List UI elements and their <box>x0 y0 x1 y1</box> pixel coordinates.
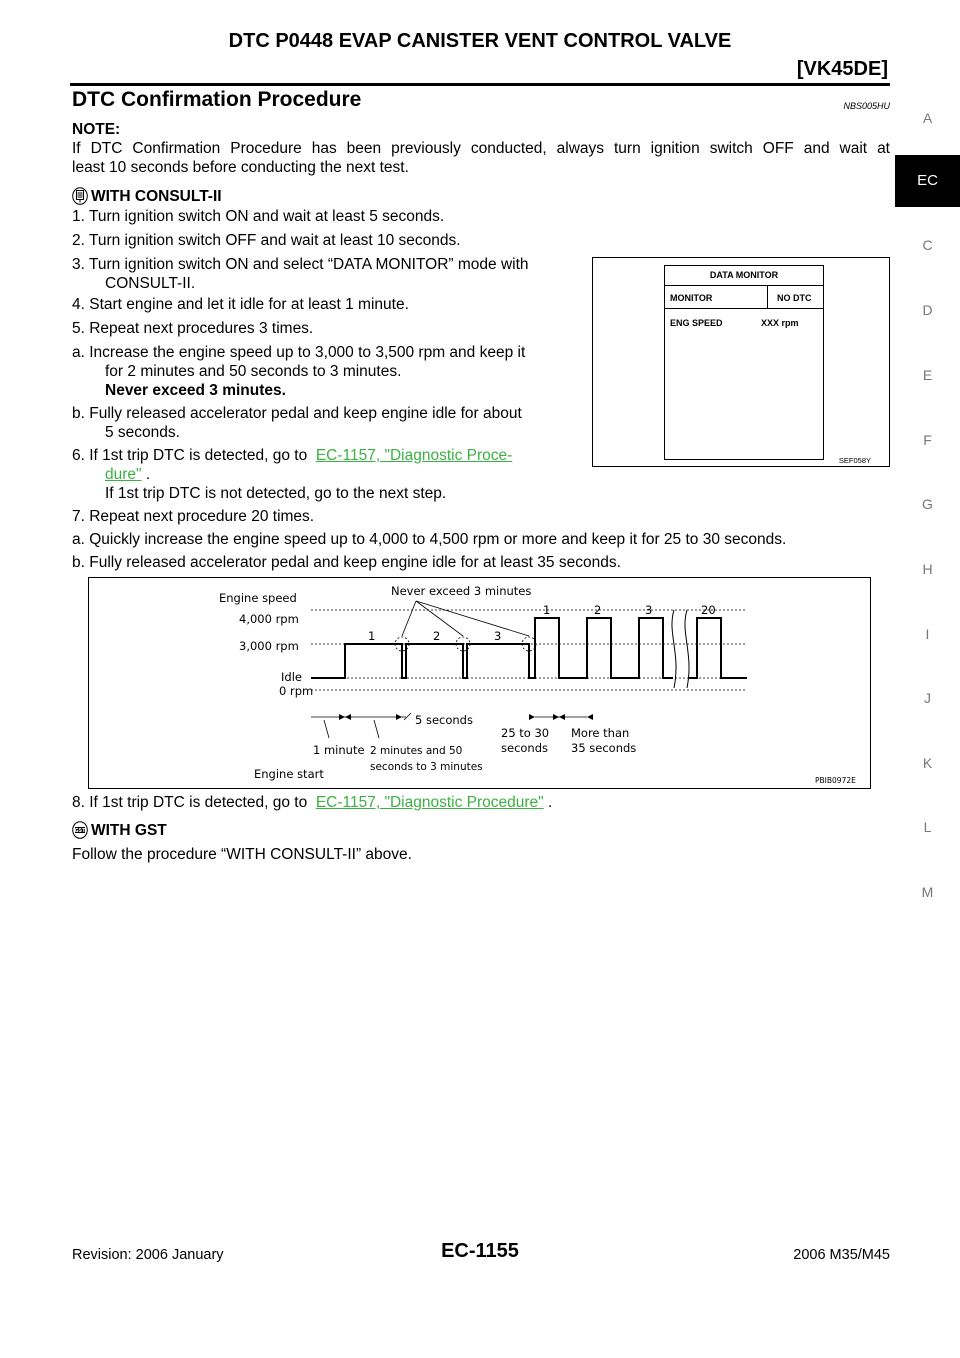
gst-text: Follow the procedure “WITH CONSULT-II” above. <box>72 846 412 863</box>
side-tab-c[interactable]: C <box>922 237 933 253</box>
hold-time-label-2: seconds to 3 minutes <box>370 761 483 773</box>
diagnostic-procedure-link-1[interactable]: EC-1157, "Diagnostic Proce- <box>315 447 513 464</box>
section-code: NBS005HU <box>843 101 890 111</box>
pulse-number-1: 1 <box>543 603 551 617</box>
side-tab-l[interactable]: L <box>923 819 932 835</box>
step-7b: b. Fully released accelerator pedal and keep engine idle for at least 35 seconds. <box>72 554 621 571</box>
hold-leader <box>374 720 379 738</box>
note-label: NOTE: <box>72 121 121 138</box>
side-tab-i[interactable]: I <box>925 626 930 642</box>
timing-figure-code: PBIB0972E <box>815 776 856 785</box>
side-tab-h[interactable]: H <box>922 561 933 577</box>
step-5b-line-2: 5 seconds. <box>105 424 180 441</box>
monitor-figure-code: SEF058Y <box>838 456 871 465</box>
gst-tool-icon <box>72 821 88 844</box>
step-4: 4. Start engine and let it idle for at least 1 minute. <box>72 296 409 313</box>
step-1: 1. Turn ignition switch ON and wait at least 5 seconds. <box>72 208 445 225</box>
step-3-line-2: CONSULT-II. <box>105 275 196 292</box>
engine-speed-label: Engine speed <box>219 591 297 605</box>
break-mark-1 <box>672 610 676 688</box>
page-header-title: DTC P0448 EVAP CANISTER VENT CONTROL VALVE <box>228 30 732 52</box>
step-6-line-1 <box>72 446 512 465</box>
engine-speed-waveform <box>311 618 673 678</box>
monitor-column-divider <box>767 286 768 308</box>
timing-chart <box>89 578 870 788</box>
one-minute-label: 1 minute <box>313 743 365 757</box>
step-6-line-3: If 1st trip DTC is not detected, go to the next step. <box>105 485 447 502</box>
step-5a-warning: Never exceed 3 minutes. <box>105 382 286 399</box>
arrowhead-7 <box>587 714 593 720</box>
side-tab-ec[interactable]: EC <box>895 155 960 207</box>
side-tab-f[interactable]: F <box>923 432 932 448</box>
diagnostic-procedure-link-1-cont[interactable]: dure" <box>105 466 142 483</box>
step-5a-line-2: for 2 minutes and 50 seconds to 3 minutes. <box>105 363 402 380</box>
step-6-text: 6. If 1st trip DTC is detected, go to <box>72 447 308 464</box>
footer-page-number: EC-1155 <box>441 1240 519 1262</box>
pointer-line-1 <box>402 601 416 636</box>
section-title: DTC Confirmation Procedure <box>72 88 362 111</box>
idle-label: Idle <box>281 670 302 684</box>
hold-time-label-1: 2 minutes and 50 <box>370 745 463 757</box>
eng-speed-value: XXX rpm <box>761 318 799 328</box>
engine-speed-waveform-end <box>689 618 747 678</box>
side-tab-j[interactable]: J <box>924 690 931 706</box>
step-7: 7. Repeat next procedure 20 times. <box>72 508 315 525</box>
data-monitor-figure <box>592 257 890 467</box>
idle-time-label-1: More than <box>571 726 630 740</box>
step-5b-line-1: b. Fully released accelerator pedal and keep engine idle for about <box>72 405 522 422</box>
arrowhead-2 <box>345 714 351 720</box>
diagnostic-procedure-link-2[interactable]: EC-1157, "Diagnostic Procedure" <box>315 794 544 811</box>
hold-number-2: 2 <box>433 629 441 643</box>
arrowhead-5 <box>553 714 559 720</box>
arrowhead-6 <box>559 714 565 720</box>
step-5: 5. Repeat next procedures 3 times. <box>72 320 314 337</box>
pulse-number-20: 20 <box>701 603 716 617</box>
step-6-dot: . <box>141 466 151 483</box>
arrowhead-4 <box>529 714 535 720</box>
hold-number-3: 3 <box>494 629 502 643</box>
engine-model-label: [VK45DE] <box>796 58 888 80</box>
monitor-screen <box>664 265 824 460</box>
svg-text:GST: GST <box>74 828 86 834</box>
pulse-number-3: 3 <box>645 603 653 617</box>
monitor-title: DATA MONITOR <box>665 266 823 286</box>
side-tab-k[interactable]: K <box>922 755 933 771</box>
note-line-1: If DTC Confirmation Procedure has been previously conducted, always turn ignition switch OFF and wait at <box>72 140 890 157</box>
step-6-line-2 <box>105 465 150 484</box>
monitor-col-status: NO DTC <box>777 293 812 303</box>
eng-speed-label: ENG SPEED <box>670 318 723 328</box>
engine-start-label: Engine start <box>254 767 324 781</box>
rpm-3000-label: 3,000 rpm <box>239 639 299 653</box>
monitor-col-label: MONITOR <box>670 293 713 303</box>
rpm-0-label: 0 rpm <box>279 684 314 698</box>
step-8-dot: . <box>543 794 553 811</box>
side-tab-m[interactable]: M <box>921 884 934 900</box>
high-rpm-time-label-2: seconds <box>501 741 549 755</box>
one-minute-leader <box>324 720 329 738</box>
side-tab-a[interactable]: A <box>922 110 933 126</box>
side-tab-e[interactable]: E <box>922 367 933 383</box>
idle-time-label-2: 35 seconds <box>571 741 637 755</box>
hold-number-1: 1 <box>368 629 376 643</box>
header-rule <box>70 83 890 86</box>
arrowhead-1 <box>339 714 345 720</box>
timing-chart-figure <box>88 577 871 789</box>
side-tab-d[interactable]: D <box>922 302 933 318</box>
never-exceed-label: Never exceed 3 minutes <box>391 584 532 598</box>
gst-heading-text: WITH GST <box>91 822 167 839</box>
five-seconds-label: 5 seconds <box>415 713 473 727</box>
arrowhead-3 <box>396 714 402 720</box>
step-7a: a. Quickly increase the engine speed up to 4,000 to 4,500 rpm or more and keep it for 25 to 30 seconds. <box>72 531 787 548</box>
gst-heading <box>72 821 167 844</box>
step-8-text: 8. If 1st trip DTC is detected, go to <box>72 794 308 811</box>
side-tab-g[interactable]: G <box>922 496 933 512</box>
footer-revision: Revision: 2006 January <box>72 1247 224 1263</box>
step-5a-line-1: a. Increase the engine speed up to 3,000 to 3,500 rpm and keep it <box>72 344 526 361</box>
high-rpm-time-label-1: 25 to 30 <box>501 726 550 740</box>
five-second-leader <box>404 713 411 720</box>
footer-model: 2006 M35/M45 <box>793 1247 890 1263</box>
rpm-4000-label: 4,000 rpm <box>239 612 299 626</box>
note-line-2: least 10 seconds before conducting the next test. <box>72 159 409 176</box>
step-3-line-1: 3. Turn ignition switch ON and select “DATA MONITOR” mode with <box>72 256 529 273</box>
break-mark-2 <box>685 610 689 688</box>
step-2: 2. Turn ignition switch OFF and wait at least 10 seconds. <box>72 232 461 249</box>
pulse-number-2: 2 <box>594 603 602 617</box>
step-8 <box>72 793 552 812</box>
consult-heading-text: WITH CONSULT-II <box>91 188 222 205</box>
